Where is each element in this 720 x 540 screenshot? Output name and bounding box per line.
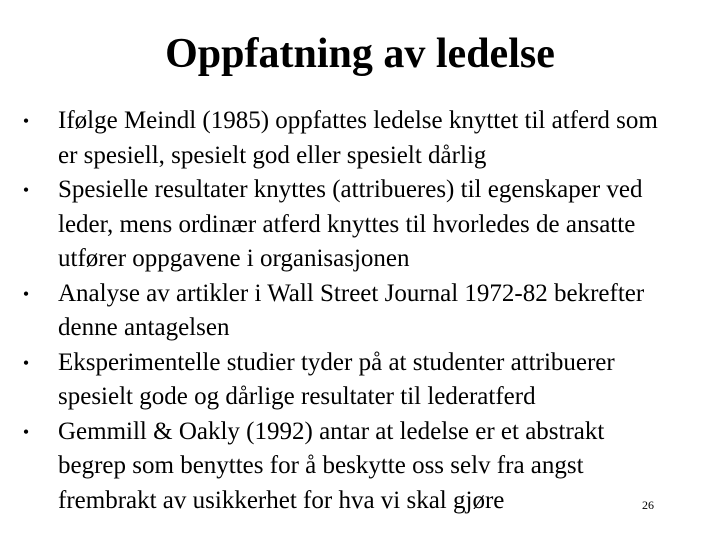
bullet-item <box>0 104 660 173</box>
bullet-dot-icon: • <box>22 283 30 304</box>
bullet-list <box>0 104 720 518</box>
bullet-item <box>0 173 660 277</box>
bullet-dot-icon: • <box>22 180 30 200</box>
slide-title: Oppfatning av ledelse <box>165 31 555 77</box>
bullet-text: Ifølge Meindl (1985) oppfattes ledelse knyttet til atferd som er spesiell, spesielt god eller spesielt dårlig <box>58 107 658 169</box>
bullet-item <box>0 277 660 346</box>
slide-number: 26 <box>642 498 654 512</box>
bullet-dot-icon: • <box>22 111 30 131</box>
bullet-item <box>0 346 660 415</box>
bullet-text: Analyse av artikler i Wall Street Journal 1972-82 bekrefter denne antagelsen <box>58 279 645 341</box>
bullet-item <box>0 415 660 519</box>
bullet-text: Gemmill & Oakly (1992) antar at ledelse er et abstrakt begrep som benyttes for å beskytte oss selv fra angst frembrakt av usikkerhet for hva vi skal gjøre <box>58 417 605 514</box>
bullet-dot-icon: • <box>22 421 30 442</box>
bullet-text: Spesielle resultater knyttes (attribueres) til egenskaper ved leder, mens ordinær atferd knyttes til hvorledes de ansatte utfører oppgavene i organisasjonen <box>58 176 643 272</box>
bullet-dot-icon: • <box>22 352 30 373</box>
bullet-text: Eksperimentelle studier tyder på at studenter attribuerer spesielt gode og dårlige resultater til lederatferd <box>58 348 615 410</box>
